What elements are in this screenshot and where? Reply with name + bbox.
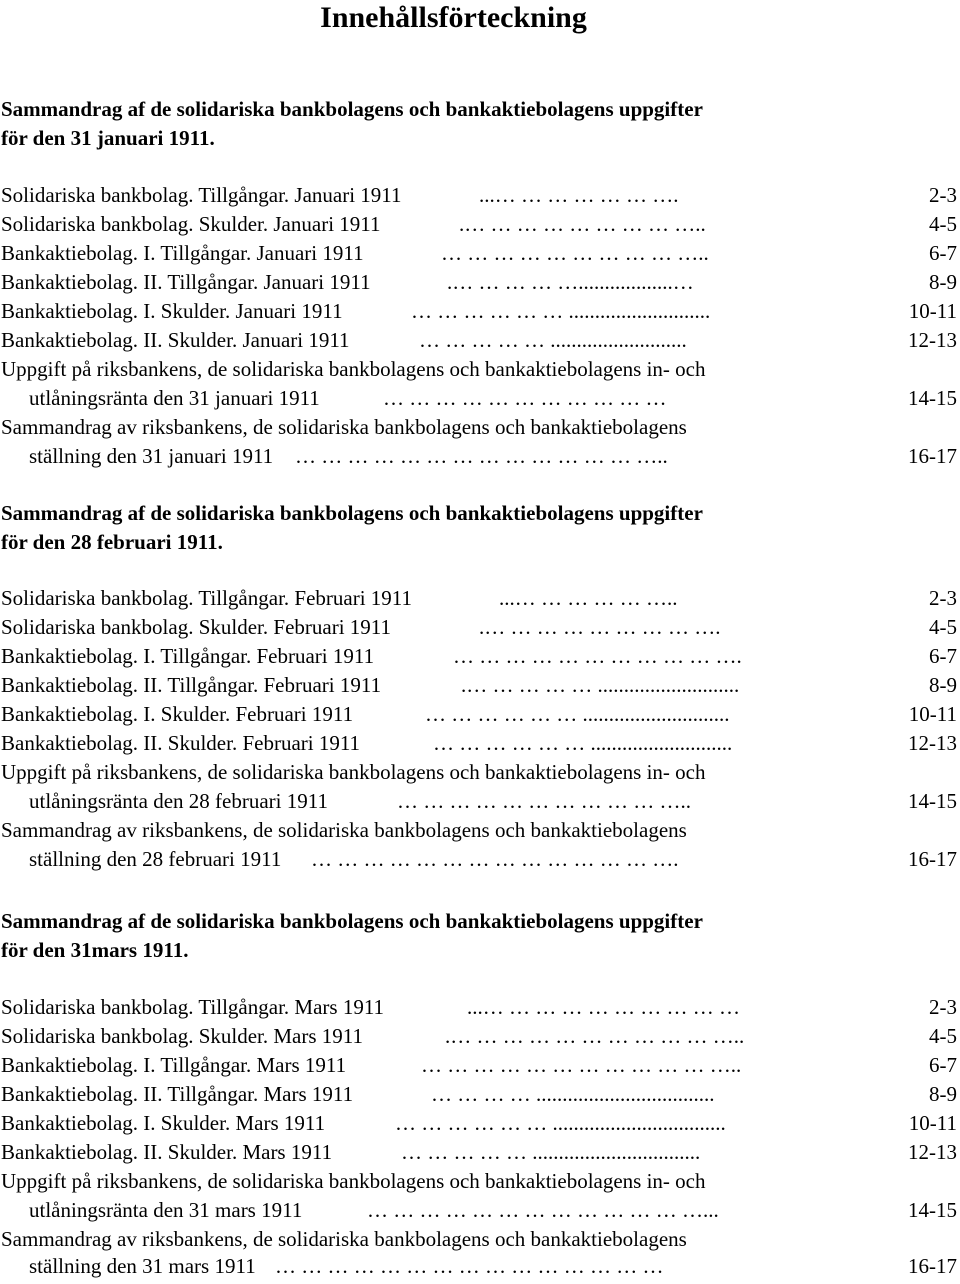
toc-entry-pages: 6-7 (929, 644, 957, 668)
toc-entry-pages: 8-9 (929, 1082, 957, 1106)
toc-leader-dots: … … … … … … ................................. (395, 1111, 726, 1135)
toc-entry-pages: 10-11 (908, 702, 957, 726)
toc-leader-dots: .… … … … …..................… (447, 270, 694, 294)
toc-entry-pages: 12-13 (908, 1140, 957, 1164)
toc-leader-dots: ...… … … … … … … … … … (467, 995, 740, 1019)
toc-entry-pages: 8-9 (929, 270, 957, 294)
toc-entry-label: Bankaktiebolag. I. Tillgångar. Januari 1911 (1, 241, 364, 265)
toc-entry-pages: 6-7 (929, 1053, 957, 1077)
toc-entry-label: Sammandrag av riksbankens, de solidariska bankbolagens och bankaktiebolagens (1, 818, 687, 842)
toc-leader-dots: … … … … … … … … … … … ….. (421, 1053, 742, 1077)
toc-leader-dots: … … … … … .......................... (419, 328, 687, 352)
section-heading-line2: för den 28 februari 1911. (1, 530, 223, 554)
toc-leader-dots: … … … … … … … … … … … … … … … (275, 1254, 664, 1278)
section-heading-line2: för den 31 januari 1911. (1, 126, 215, 150)
toc-leader-dots: … … … … … … … … … … … … … ….. (295, 444, 668, 468)
toc-entry-label: Uppgift på riksbankens, de solidariska bankbolagens och bankaktiebolagens in- och (1, 357, 706, 381)
toc-entry-label: ställning den 31 januari 1911 (29, 444, 274, 468)
toc-leader-dots: … … … … … … … … … ….. (441, 241, 709, 265)
toc-entry-pages: 16-17 (908, 1254, 957, 1278)
page-title: Innehållsförteckning (320, 1, 587, 34)
toc-entry-label: Solidariska bankbolag. Tillgångar. Februari 1911 (1, 586, 413, 610)
section-heading-line2: för den 31mars 1911. (1, 938, 189, 962)
toc-entry-label: Bankaktiebolag. I. Tillgångar. Mars 1911 (1, 1053, 347, 1077)
toc-entry-label: Bankaktiebolag. I. Tillgångar. Februari 1911 (1, 644, 375, 668)
toc-entry-label: Bankaktiebolag. II. Tillgångar. Februari 1911 (1, 673, 382, 697)
toc-entry-label: Bankaktiebolag. II. Skulder. Januari 1911 (1, 328, 350, 352)
toc-leader-dots: .… … … … … … … … … … ….. (445, 1024, 745, 1048)
toc-leader-dots: … … … … … … … … … … …. (453, 644, 742, 668)
toc-entry-label: Bankaktiebolag. II. Tillgångar. Januari 1911 (1, 270, 371, 294)
toc-leader-dots: … … … … … … … … … … … … …... (367, 1198, 719, 1222)
toc-entry-pages: 16-17 (908, 444, 957, 468)
toc-leader-dots: .… … … … … … … … …. (479, 615, 721, 639)
toc-entry-pages: 14-15 (908, 789, 957, 813)
toc-entry-label: Sammandrag av riksbankens, de solidariska bankbolagens och bankaktiebolagens (1, 1227, 687, 1251)
toc-entry-pages: 2-3 (929, 586, 957, 610)
toc-entry-label: utlåningsränta den 31 mars 1911 (29, 1198, 303, 1222)
toc-entry-label: Sammandrag av riksbankens, de solidariska bankbolagens och bankaktiebolagens (1, 415, 687, 439)
section-heading-line1: Sammandrag af de solidariska bankbolagens och bankaktiebolagens uppgifter (1, 909, 703, 933)
toc-entry-pages: 2-3 (929, 995, 957, 1019)
toc-entry-label: Bankaktiebolag. II. Tillgångar. Mars 1911 (1, 1082, 354, 1106)
toc-entry-label: Bankaktiebolag. II. Skulder. Februari 1911 (1, 731, 361, 755)
toc-leader-dots: … … … … … ................................ (401, 1140, 701, 1164)
toc-leader-dots: … … … … … … … … … … … (383, 386, 667, 410)
toc-entry-pages: 12-13 (908, 328, 957, 352)
toc-entry-label: Uppgift på riksbankens, de solidariska bankbolagens och bankaktiebolagens in- och (1, 760, 706, 784)
toc-entry-pages: 4-5 (929, 212, 957, 236)
toc-entry-label: Bankaktiebolag. I. Skulder. Mars 1911 (1, 1111, 326, 1135)
section-heading-line1: Sammandrag af de solidariska bankbolagens och bankaktiebolagens uppgifter (1, 501, 703, 525)
toc-entry-pages: 4-5 (929, 1024, 957, 1048)
toc-leader-dots: ...… … … … … ….. (499, 586, 678, 610)
toc-entry-pages: 14-15 (908, 386, 957, 410)
toc-leader-dots: … … … … .................................. (431, 1082, 715, 1106)
toc-entry-label: ställning den 28 februari 1911 (29, 847, 282, 871)
toc-entry-pages: 16-17 (908, 847, 957, 871)
toc-leader-dots: … … … … … … ........................... (411, 299, 711, 323)
toc-entry-label: Solidariska bankbolag. Skulder. Januari 1911 (1, 212, 381, 236)
toc-leader-dots: ...… … … … … … …. (479, 183, 679, 207)
toc-entry-pages: 8-9 (929, 673, 957, 697)
toc-entry-pages: 6-7 (929, 241, 957, 265)
toc-entry-pages: 2-3 (929, 183, 957, 207)
toc-leader-dots: … … … … … … … … … … ….. (397, 789, 691, 813)
toc-entry-label: utlåningsränta den 31 januari 1911 (29, 386, 320, 410)
toc-entry-pages: 12-13 (908, 731, 957, 755)
toc-entry-label: Uppgift på riksbankens, de solidariska bankbolagens och bankaktiebolagens in- och (1, 1169, 706, 1193)
toc-entry-label: Solidariska bankbolag. Tillgångar. Januari 1911 (1, 183, 402, 207)
toc-entry-label: utlåningsränta den 28 februari 1911 (29, 789, 328, 813)
toc-entry-pages: 10-11 (908, 1111, 957, 1135)
toc-entry-label: Bankaktiebolag. II. Skulder. Mars 1911 (1, 1140, 333, 1164)
toc-entry-pages: 10-11 (908, 299, 957, 323)
toc-leader-dots: … … … … … … ........................... (433, 731, 733, 755)
toc-leader-dots: .… … … … … … … … ….. (459, 212, 706, 236)
toc-entry-label: ställning den 31 mars 1911 (29, 1254, 256, 1278)
toc-entry-label: Bankaktiebolag. I. Skulder. Februari 1911 (1, 702, 354, 726)
toc-leader-dots: .… … … … … ........................... (461, 673, 740, 697)
toc-entry-label: Solidariska bankbolag. Skulder. Mars 1911 (1, 1024, 364, 1048)
toc-leader-dots: … … … … … … ............................ (425, 702, 730, 726)
toc-leader-dots: … … … … … … … … … … … … … …. (311, 847, 679, 871)
toc-entry-label: Bankaktiebolag. I. Skulder. Januari 1911 (1, 299, 343, 323)
toc-entry-label: Solidariska bankbolag. Skulder. Februari 1911 (1, 615, 391, 639)
toc-entry-pages: 4-5 (929, 615, 957, 639)
toc-entry-label: Solidariska bankbolag. Tillgångar. Mars 1911 (1, 995, 385, 1019)
section-heading-line1: Sammandrag af de solidariska bankbolagens och bankaktiebolagens uppgifter (1, 97, 703, 121)
toc-entry-pages: 14-15 (908, 1198, 957, 1222)
